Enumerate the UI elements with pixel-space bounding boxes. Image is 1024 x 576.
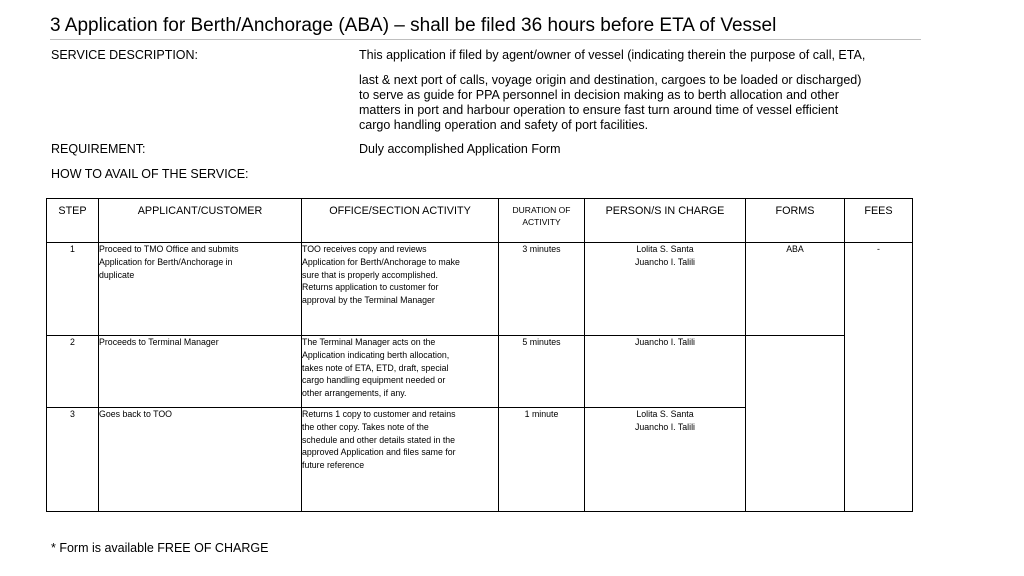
service-description-line: last & next port of calls, voyage origin and destination, cargoes to be loaded or discharged) — [359, 73, 862, 87]
text-line: Application indicating berth allocation, — [302, 349, 450, 360]
service-steps-table — [46, 198, 913, 512]
person-in-charge — [585, 243, 746, 336]
text-line: Goes back to TOO — [99, 409, 173, 419]
text-line: Lolita S. Santa — [636, 244, 694, 254]
table-header-row — [47, 199, 913, 243]
service-description-line-1: This application if filed by agent/owner of vessel (indicating therein the purpose of call, ETA, — [359, 48, 866, 62]
requirement-value: Duly accomplished Application Form — [359, 142, 561, 156]
how-to-avail-label: HOW TO AVAIL OF THE SERVICE: — [51, 167, 249, 181]
header-applicant: APPLICANT/CUSTOMER — [99, 199, 302, 243]
applicant-action — [99, 243, 302, 336]
text-line: Juancho I. Talili — [635, 337, 695, 347]
form-name — [746, 336, 845, 512]
page-title: 3 Application for Berth/Anchorage (ABA) – shall be filed 36 hours before ETA of Vessel — [50, 14, 921, 40]
person-in-charge — [585, 408, 746, 512]
text-line: TOO receives copy and reviews — [302, 244, 427, 254]
header-duration-line: DURATION OF — [512, 205, 571, 215]
text-line: duplicate — [99, 269, 135, 280]
header-duration-line: ACTIVITY — [522, 217, 561, 227]
duration: 3 minutes — [499, 243, 585, 336]
text-line: approval by the Terminal Manager — [302, 295, 435, 306]
footnote: * Form is available FREE OF CHARGE — [51, 541, 269, 555]
header-duration — [499, 199, 585, 243]
text-line: Returns application to customer for — [302, 282, 439, 293]
service-description-line: matters in port and harbour operation to ensure fast turn around time of vessel efficient — [359, 103, 839, 117]
text-line: cargo handling equipment needed or — [302, 375, 446, 386]
service-description-line: cargo handling operation and safety of port facilities. — [359, 118, 649, 132]
text-line: The Terminal Manager acts on the — [302, 337, 436, 347]
text-line: other arrangements, if any. — [302, 388, 407, 399]
text-line: Application for Berth/Anchorage to make — [302, 256, 460, 267]
office-activity — [302, 408, 499, 512]
text-line: Application for Berth/Anchorage in — [99, 256, 233, 267]
header-person-in-charge: PERSON/S IN CHARGE — [585, 199, 746, 243]
requirement-label: REQUIREMENT: — [51, 142, 146, 156]
step-number: 1 — [47, 243, 99, 336]
table-row — [47, 243, 913, 336]
service-description-label: SERVICE DESCRIPTION: — [51, 48, 199, 62]
header-step: STEP — [47, 199, 99, 243]
applicant-action — [99, 336, 302, 408]
step-number: 3 — [47, 408, 99, 512]
header-forms: FORMS — [746, 199, 845, 243]
fees-value: - — [845, 243, 913, 512]
duration: 1 minute — [499, 408, 585, 512]
office-activity — [302, 243, 499, 336]
text-line: schedule and other details stated in the — [302, 434, 456, 445]
service-description-line: to serve as guide for PPA personnel in decision making as to berth allocation and other — [359, 88, 839, 102]
text-line: the other copy. Takes note of the — [302, 421, 429, 432]
step-number: 2 — [47, 336, 99, 408]
service-description-text — [359, 73, 929, 133]
text-line: takes note of ETA, ETD, draft, special — [302, 362, 449, 373]
text-line: approved Application and files same for — [302, 447, 456, 458]
text-line: Proceeds to Terminal Manager — [99, 337, 219, 347]
duration: 5 minutes — [499, 336, 585, 408]
text-line: sure that is properly accomplished. — [302, 269, 438, 280]
text-line: Lolita S. Santa — [636, 409, 694, 419]
applicant-action — [99, 408, 302, 512]
office-activity — [302, 336, 499, 408]
person-in-charge — [585, 336, 746, 408]
header-office-activity: OFFICE/SECTION ACTIVITY — [302, 199, 499, 243]
header-fees: FEES — [845, 199, 913, 243]
table-row — [47, 336, 913, 408]
text-line: Proceed to TMO Office and submits — [99, 244, 239, 254]
text-line: future reference — [302, 460, 365, 471]
text-line: Juancho I. Talili — [635, 421, 695, 432]
text-line: Returns 1 copy to customer and retains — [302, 409, 456, 419]
form-name: ABA — [746, 243, 845, 336]
text-line: Juancho I. Talili — [635, 256, 695, 267]
